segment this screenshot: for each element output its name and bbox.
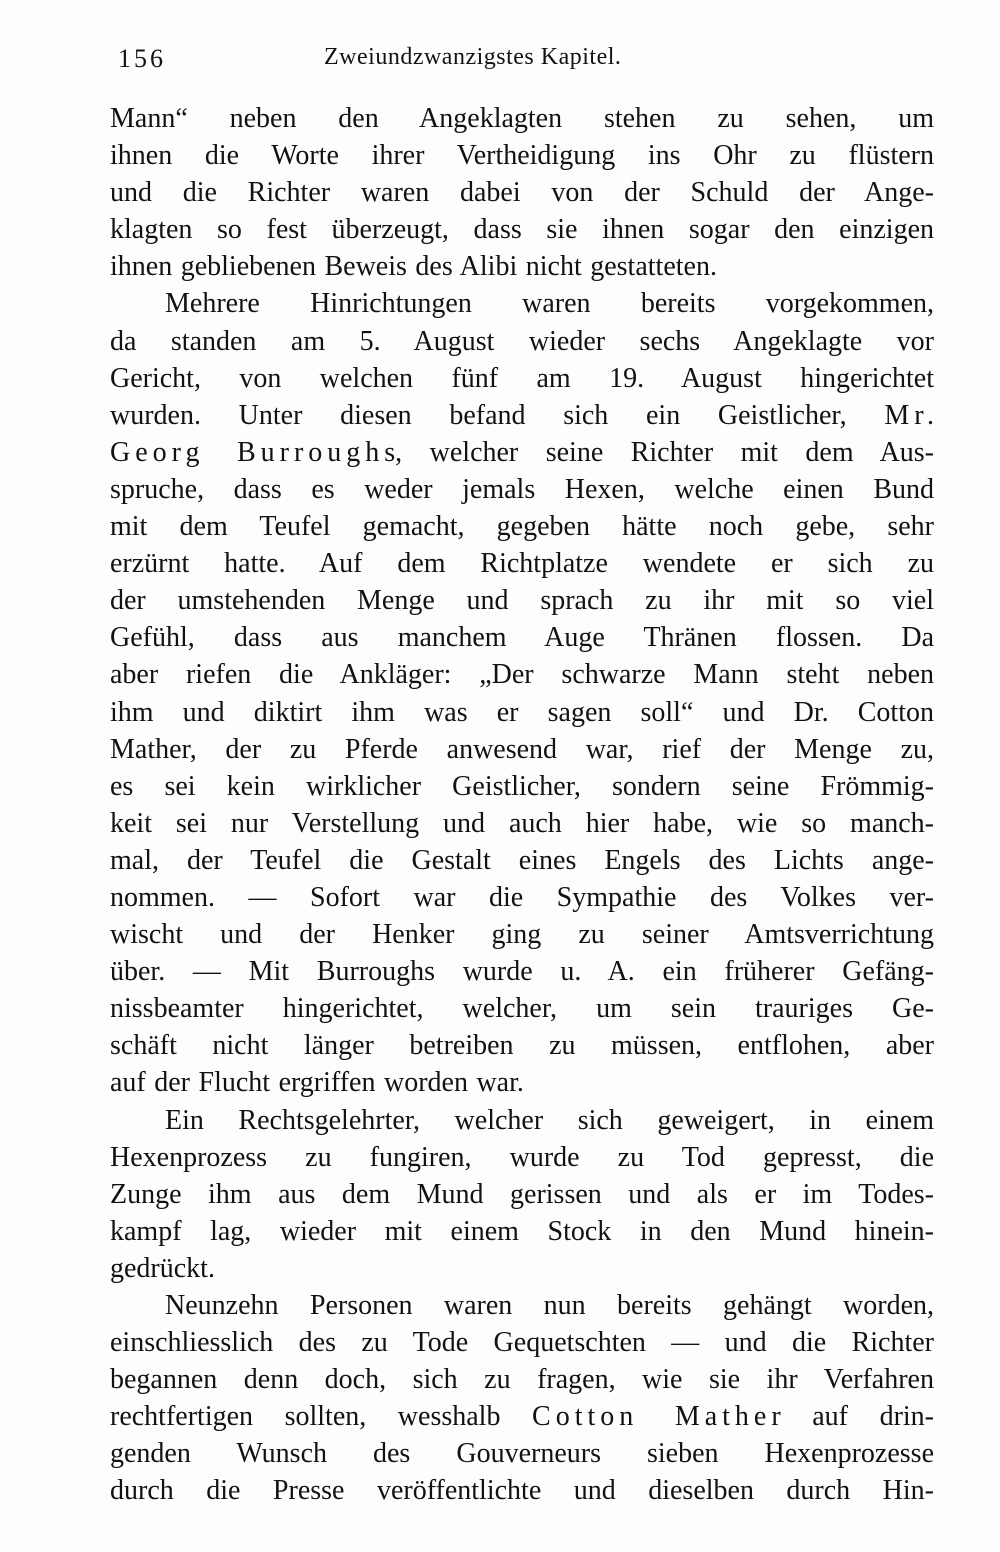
- running-head: [110, 40, 934, 74]
- text-line: Mann“ neben den Angeklagten stehen zu sehen, um: [110, 103, 934, 134]
- letterspaced-name: Cotton Mather: [532, 1401, 786, 1433]
- text-line: auf der Flucht ergriffen worden war.: [110, 1067, 524, 1099]
- letterspaced-name: Mr.: [884, 399, 939, 431]
- text-line: Mehrere Hinrichtungen waren bereits vorgekommen,: [165, 288, 934, 320]
- text-line: und die Richter waren dabei von der Schuld der Ange-: [110, 177, 934, 209]
- text-line: aber riefen die Ankläger: „Der schwarze Mann steht neben: [110, 659, 934, 691]
- text-line: mit dem Teufel gemacht, gegeben hätte noch gebe, sehr: [110, 511, 934, 543]
- text-line: nissbeamter hingerichtet, welcher, um sein trauriges Ge-: [110, 993, 934, 1025]
- text-line: erzürnt hatte. Auf dem Richtplatze wendete er sich zu: [110, 548, 934, 580]
- text-line: begannen denn doch, sich zu fragen, wie sie ihr Verfahren: [110, 1364, 934, 1396]
- text-line: kampf lag, wieder mit einem Stock in den Mund hinein-: [110, 1215, 934, 1247]
- chapter-title: Zweiundzwanzigstes Kapitel.: [324, 44, 622, 70]
- text-line: schäft nicht länger betreiben zu müssen, entflohen, aber: [110, 1030, 934, 1062]
- text-line: Gefühl, dass aus manchem Auge Thränen flossen. Da: [110, 622, 934, 654]
- text-line: Hexenprozess zu fungiren, wurde zu Tod gepresst, die: [110, 1141, 934, 1173]
- text-line: keit sei nur Verstellung und auch hier habe, wie so manch-: [110, 807, 934, 839]
- text-line: Ein Rechtsgelehrter, welcher sich geweigert, in einem: [165, 1104, 934, 1136]
- page-body: [110, 100, 939, 1510]
- text-line: mal, der Teufel die Gestalt eines Engels des Lichts ange-: [110, 844, 934, 876]
- text-line: da standen am 5. August wieder sechs Angeklagte vor: [110, 325, 934, 357]
- text-line: Gericht, von welchen fünf am 19. August hingerichtet: [110, 362, 934, 394]
- text-line: gedrückt.: [110, 1252, 215, 1284]
- paragraph: [110, 1102, 934, 1287]
- text-line: ihnen die Worte ihrer Vertheidigung ins Ohr zu flüstern: [110, 140, 934, 172]
- text-line: spruche, dass es weder jemals Hexen, welche einen Bund: [110, 473, 934, 505]
- text-line: ihnen gebliebenen Beweis des Alibi nicht gestatteten.: [110, 251, 717, 283]
- text-line: über. — Mit Burroughs wurde u. A. ein früherer Gefäng-: [110, 956, 934, 988]
- text-line: klagten so fest überzeugt, dass sie ihnen sogar den einzigen: [110, 214, 934, 246]
- paragraph: [110, 285, 939, 1101]
- page-number: 156: [118, 44, 166, 73]
- text-line: Zunge ihm aus dem Mund gerissen und als er im Todes-: [110, 1178, 934, 1210]
- text-line: wurden. Unter diesen befand sich ein Geistlicher, Mr.: [110, 399, 939, 431]
- text-line: es sei kein wirklicher Geistlicher, sondern seine Frömmig-: [110, 770, 934, 802]
- text-line: Mather, der zu Pferde anwesend war, rief der Menge zu,: [110, 733, 934, 765]
- text-line: der umstehenden Menge und sprach zu ihr mit so viel: [110, 585, 934, 617]
- text-line: einschliesslich des zu Tode Gequetschten — und die Richter: [110, 1327, 934, 1359]
- text-line: ihm und diktirt ihm was er sagen soll“ und Dr. Cotton: [110, 696, 934, 728]
- paragraph: [110, 1287, 934, 1510]
- text-line: nommen. — Sofort war die Sympathie des Volkes ver-: [110, 881, 934, 913]
- text-line: durch die Presse veröffentlichte und dieselben durch Hin-: [110, 1475, 934, 1507]
- text-line: Neunzehn Personen waren nun bereits gehängt worden,: [165, 1290, 934, 1321]
- letterspaced-name: Georg Burroughs: [110, 436, 401, 468]
- text-line: wischt und der Henker ging zu seiner Amtsverrichtung: [110, 919, 934, 951]
- text-line: genden Wunsch des Gouverneurs sieben Hexenprozesse: [110, 1438, 934, 1470]
- text-line: Georg Burroughs, welcher seine Richter mit dem Aus-: [110, 436, 935, 468]
- paragraph: [110, 100, 934, 285]
- text-line: rechtfertigen sollten, wesshalb Cotton Mather auf drin-: [110, 1401, 934, 1433]
